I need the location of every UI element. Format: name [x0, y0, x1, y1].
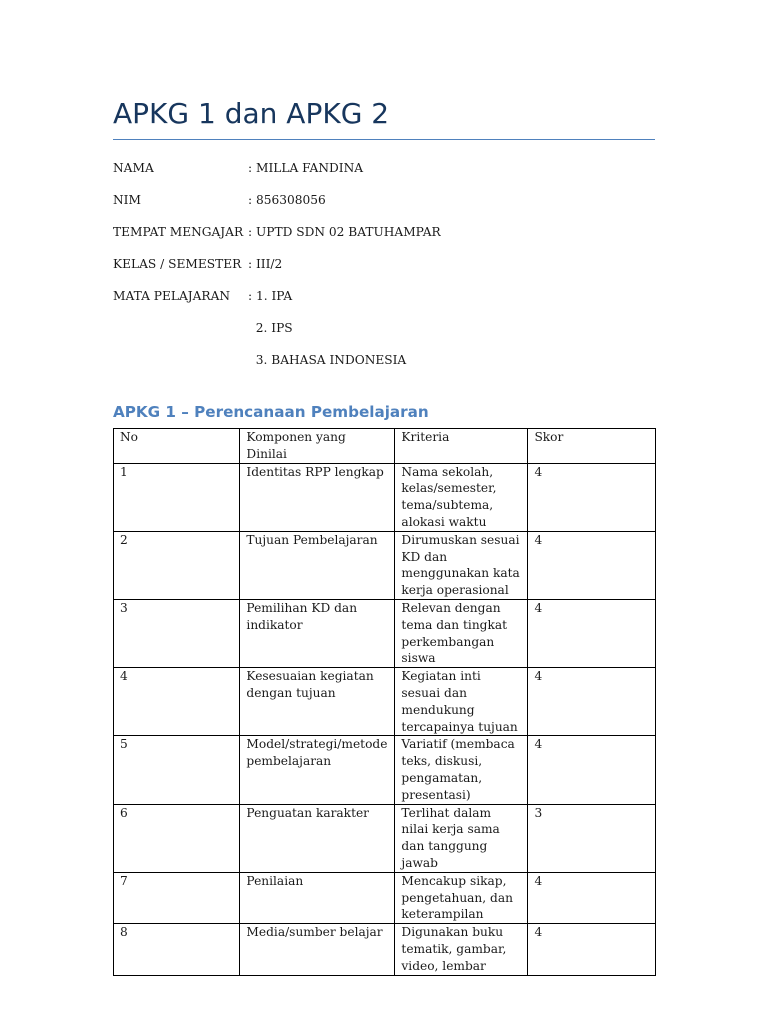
cell-no: 4	[114, 668, 240, 736]
identity-value: 2. IPS	[248, 321, 293, 335]
cell-skor: 4	[528, 531, 656, 599]
table-row	[114, 924, 656, 975]
identity-row-nim	[113, 192, 441, 224]
cell-komponen: Kesesuaian kegiatan dengan tujuan	[240, 668, 395, 736]
cell-komponen: Penguatan karakter	[240, 804, 395, 872]
cell-no: 3	[114, 599, 240, 667]
table-row	[114, 531, 656, 599]
identity-row-tempat-mengajar	[113, 224, 441, 256]
identity-block	[113, 160, 441, 384]
cell-kriteria: Mencakup sikap, pengetahuan, dan keterampilan	[395, 872, 528, 923]
column-header: No	[114, 429, 240, 464]
cell-no: 6	[114, 804, 240, 872]
identity-label: NAMA	[113, 161, 154, 175]
identity-row-subject-3	[113, 352, 441, 384]
identity-label: KELAS / SEMESTER	[113, 257, 242, 271]
identity-value: : III/2	[248, 257, 283, 271]
table-header-row	[114, 429, 656, 464]
cell-no: 8	[114, 924, 240, 975]
cell-skor: 4	[528, 668, 656, 736]
identity-value: : 1. IPA	[248, 289, 293, 303]
identity-row-nama	[113, 160, 441, 192]
cell-komponen: Pemilihan KD dan indikator	[240, 599, 395, 667]
cell-no: 7	[114, 872, 240, 923]
identity-label: MATA PELAJARAN	[113, 289, 231, 303]
cell-komponen: Model/strategi/metode pembelajaran	[240, 736, 395, 804]
table-row	[114, 463, 656, 531]
cell-kriteria: Terlihat dalam nilai kerja sama dan tanggung jawab	[395, 804, 528, 872]
cell-komponen: Tujuan Pembelajaran	[240, 531, 395, 599]
cell-skor: 4	[528, 463, 656, 531]
identity-value: : 856308056	[248, 193, 326, 207]
table-row	[114, 736, 656, 804]
cell-kriteria: Relevan dengan tema dan tingkat perkembangan siswa	[395, 599, 528, 667]
cell-no: 1	[114, 463, 240, 531]
cell-kriteria: Dirumuskan sesuai KD dan menggunakan kata kerja operasional	[395, 531, 528, 599]
column-header: Kriteria	[395, 429, 528, 464]
identity-row-subject-2	[113, 320, 441, 352]
cell-komponen: Media/sumber belajar	[240, 924, 395, 975]
table-row	[114, 804, 656, 872]
cell-kriteria: Variatif (membaca teks, diskusi, pengamatan, presentasi)	[395, 736, 528, 804]
apkg-table	[113, 428, 656, 976]
identity-label: NIM	[113, 193, 141, 207]
identity-value: : UPTD SDN 02 BATUHAMPAR	[248, 225, 441, 239]
identity-value: 3. BAHASA INDONESIA	[248, 353, 407, 367]
cell-kriteria: Nama sekolah, kelas/semester, tema/subtema, alokasi waktu	[395, 463, 528, 531]
identity-row-kelas-semester	[113, 256, 441, 288]
cell-skor: 4	[528, 924, 656, 975]
title-underline	[113, 139, 655, 140]
identity-label	[113, 352, 248, 384]
identity-label	[113, 320, 248, 352]
document-title: APKG 1 dan APKG 2	[113, 97, 390, 130]
cell-no: 5	[114, 736, 240, 804]
column-header: Komponen yang Dinilai	[240, 429, 395, 464]
cell-skor: 4	[528, 736, 656, 804]
identity-row-mata-pelajaran	[113, 288, 441, 320]
table-row	[114, 872, 656, 923]
cell-kriteria: Digunakan buku tematik, gambar, video, lembar	[395, 924, 528, 975]
identity-label: TEMPAT MENGAJAR	[113, 225, 244, 239]
cell-no: 2	[114, 531, 240, 599]
cell-skor: 3	[528, 804, 656, 872]
cell-komponen: Penilaian	[240, 872, 395, 923]
section-heading: APKG 1 – Perencanaan Pembelajaran	[113, 403, 429, 421]
table-row	[114, 668, 656, 736]
table-row	[114, 599, 656, 667]
identity-value: : MILLA FANDINA	[248, 161, 364, 175]
cell-skor: 4	[528, 599, 656, 667]
cell-kriteria: Kegiatan inti sesuai dan mendukung tercapainya tujuan	[395, 668, 528, 736]
cell-skor: 4	[528, 872, 656, 923]
cell-komponen: Identitas RPP lengkap	[240, 463, 395, 531]
column-header: Skor	[528, 429, 656, 464]
